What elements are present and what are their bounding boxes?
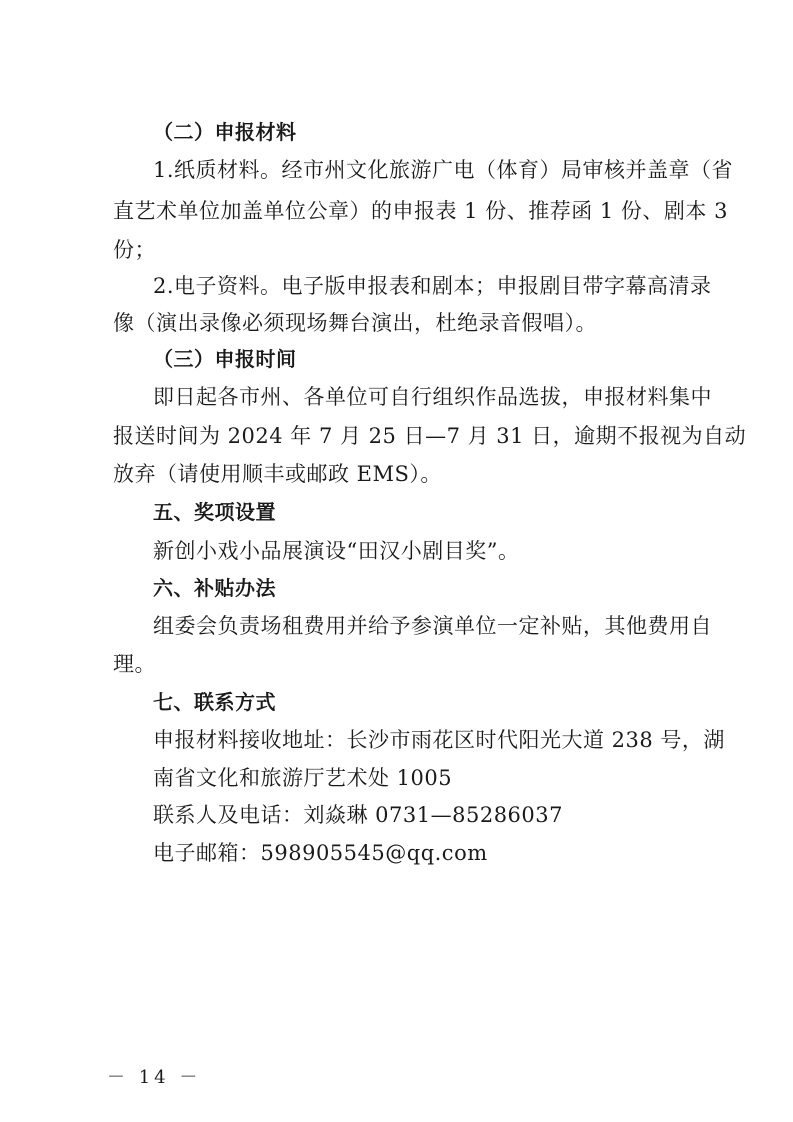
- page-number: － 14 －: [107, 1067, 202, 1088]
- paragraph-paper-materials-line3: 份；: [113, 238, 156, 262]
- paragraph-subsidy-line1: 组委会负责场租费用并给予参演单位一定补贴，其他费用自: [153, 614, 712, 638]
- paragraph-electronic-materials-line1: 2.电子资料。电子版申报表和剧本；申报剧目带字幕高清录: [153, 274, 712, 298]
- section-heading-subsidy: 六、补贴办法: [153, 576, 276, 600]
- section-heading-application-time: （三）申报时间: [153, 347, 297, 371]
- contact-email: 电子邮箱：598905545@qq.com: [153, 841, 488, 865]
- paragraph-application-time-line1: 即日起各市州、各单位可自行组织作品选拔，申报材料集中: [153, 385, 712, 409]
- section-heading-awards: 五、奖项设置: [153, 500, 276, 524]
- paragraph-application-time-line2: 报送时间为 2024 年 7 月 25 日—7 月 31 日，逾期不报视为自动: [113, 424, 747, 448]
- paragraph-paper-materials-line1: 1.纸质材料。经市州文化旅游广电（体育）局审核并盖章（省: [153, 158, 734, 182]
- contact-address-line2: 南省文化和旅游厅艺术处 1005: [153, 766, 453, 790]
- paragraph-electronic-materials-line2: 像（演出录像必须现场舞台演出，杜绝录音假唱）。: [113, 311, 597, 335]
- paragraph-awards: 新创小戏小品展演设“田汉小剧目奖”。: [153, 539, 520, 563]
- paragraph-application-time-line3: 放弃（请使用顺丰或邮政 EMS）。: [113, 462, 442, 486]
- paragraph-paper-materials-line2: 直艺术单位加盖单位公章）的申报表 1 份、推荐函 1 份、剧本 3: [113, 199, 728, 223]
- contact-address-line1: 申报材料接收地址：长沙市雨花区时代阳光大道 238 号，湖: [153, 728, 725, 752]
- section-heading-application-materials: （二）申报材料: [153, 120, 297, 144]
- section-heading-contact: 七、联系方式: [153, 690, 276, 714]
- paragraph-subsidy-line2: 理。: [113, 652, 156, 676]
- contact-person-phone: 联系人及电话：刘焱琳 0731—85286037: [153, 803, 564, 827]
